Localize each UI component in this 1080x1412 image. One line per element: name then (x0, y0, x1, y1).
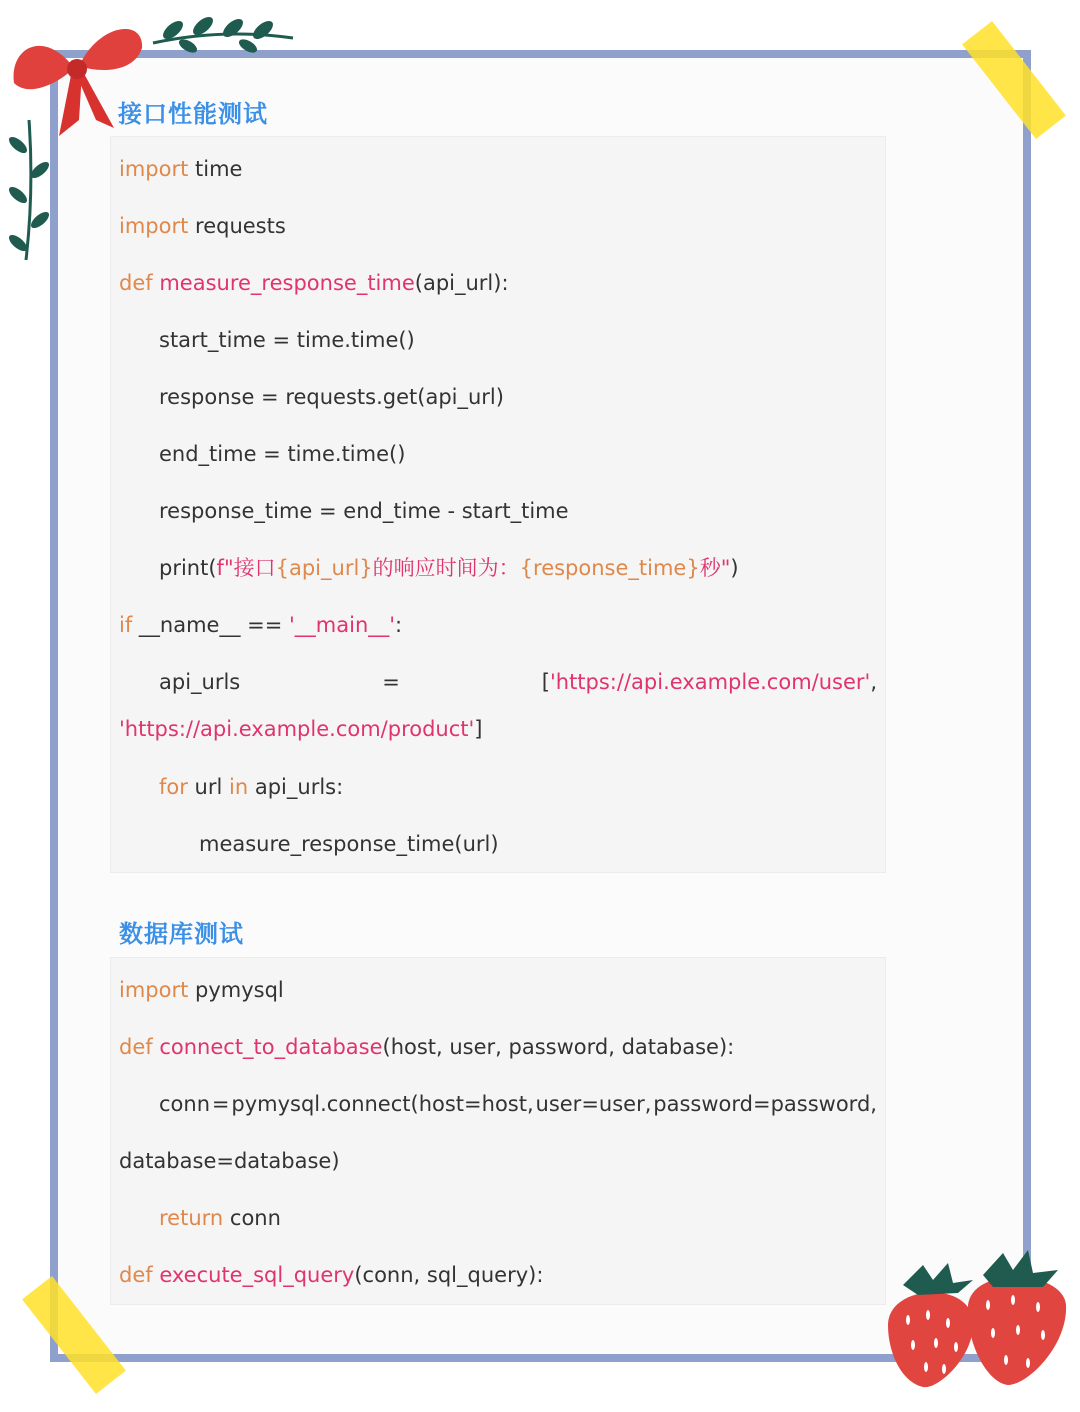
code-keyword: def (119, 1035, 153, 1059)
code-text: ] (474, 717, 483, 741)
code-string: '__main__' (289, 613, 396, 637)
code-string: 秒" (699, 556, 731, 580)
code-line (119, 714, 483, 744)
code-string: 的响应时间为： (372, 556, 520, 580)
code-text: password=password, (653, 1092, 877, 1116)
code-text: : (395, 613, 403, 637)
code-line (119, 154, 242, 184)
code-text: api_urls: (248, 775, 344, 799)
code-line (119, 1146, 340, 1176)
leaf-branch-icon (4, 115, 54, 265)
code-line (119, 610, 402, 640)
code-function-name: connect_to_database (159, 1035, 383, 1059)
code-text: pymysql.connect(host=host, (231, 1092, 534, 1116)
code-text: response_time = end_time - start_time (159, 499, 569, 523)
code-keyword: if (119, 613, 133, 637)
code-keyword: import (119, 214, 189, 238)
code-string: f"接口 (216, 556, 276, 580)
code-text: pymysql (188, 978, 284, 1002)
code-keyword: for (159, 775, 188, 799)
leaf-branch-icon (148, 8, 298, 58)
section-title-database: 数据库测试 (119, 920, 244, 948)
code-line (159, 325, 415, 355)
code-line (119, 975, 284, 1005)
code-list-start (542, 667, 877, 697)
code-function-name: measure_response_time (159, 271, 415, 295)
code-line (119, 211, 286, 241)
code-interpolation: {response_time} (519, 556, 700, 580)
code-keyword: import (119, 978, 189, 1002)
code-line (159, 382, 504, 412)
strawberry-icon (878, 1245, 1074, 1395)
code-block-database (110, 957, 886, 1305)
code-text: start_time = time.time() (159, 328, 415, 352)
code-keyword: return (159, 1206, 224, 1230)
code-line (159, 1089, 877, 1119)
code-interpolation: {api_url} (275, 556, 373, 580)
code-text: response = requests.get(api_url) (159, 385, 504, 409)
code-keyword: in (229, 775, 249, 799)
code-keyword: def (119, 1263, 153, 1287)
code-text: ) (730, 556, 739, 580)
code-line (159, 553, 739, 583)
code-line (159, 496, 569, 526)
code-text: database=database) (119, 1149, 340, 1173)
code-string: 'https://api.example.com/product' (119, 717, 475, 741)
code-text: __name__ == (132, 613, 290, 637)
code-text: api_urls (159, 670, 241, 694)
code-line (159, 439, 405, 469)
code-text: url (187, 775, 230, 799)
code-line (119, 1032, 734, 1062)
code-keyword: import (119, 157, 189, 181)
code-text: , (870, 670, 877, 694)
code-line (199, 829, 499, 859)
code-line (159, 667, 877, 697)
code-operator: = (382, 670, 400, 694)
code-text: print( (159, 556, 217, 580)
code-operator: = (211, 1092, 230, 1116)
code-line (119, 1260, 543, 1290)
code-keyword: def (119, 271, 153, 295)
code-string: 'https://api.example.com/user' (549, 670, 871, 694)
code-function-name: execute_sql_query (159, 1263, 355, 1287)
code-line (119, 268, 509, 298)
code-text: end_time = time.time() (159, 442, 406, 466)
code-text: measure_response_time(url) (199, 832, 499, 856)
code-line (159, 772, 343, 802)
code-text: time (188, 157, 243, 181)
code-text: (api_url): (414, 271, 509, 295)
code-line (159, 1203, 281, 1233)
code-text: requests (188, 214, 286, 238)
code-text: (host, user, password, database): (382, 1035, 735, 1059)
section-title-api-performance: 接口性能测试 (118, 100, 268, 128)
code-text: conn (159, 1092, 211, 1116)
code-text: conn (223, 1206, 281, 1230)
code-block-api-performance (110, 136, 886, 873)
code-text: [ (541, 670, 550, 694)
code-text: (conn, sql_query): (354, 1263, 544, 1287)
code-text: user=user, (535, 1092, 652, 1116)
